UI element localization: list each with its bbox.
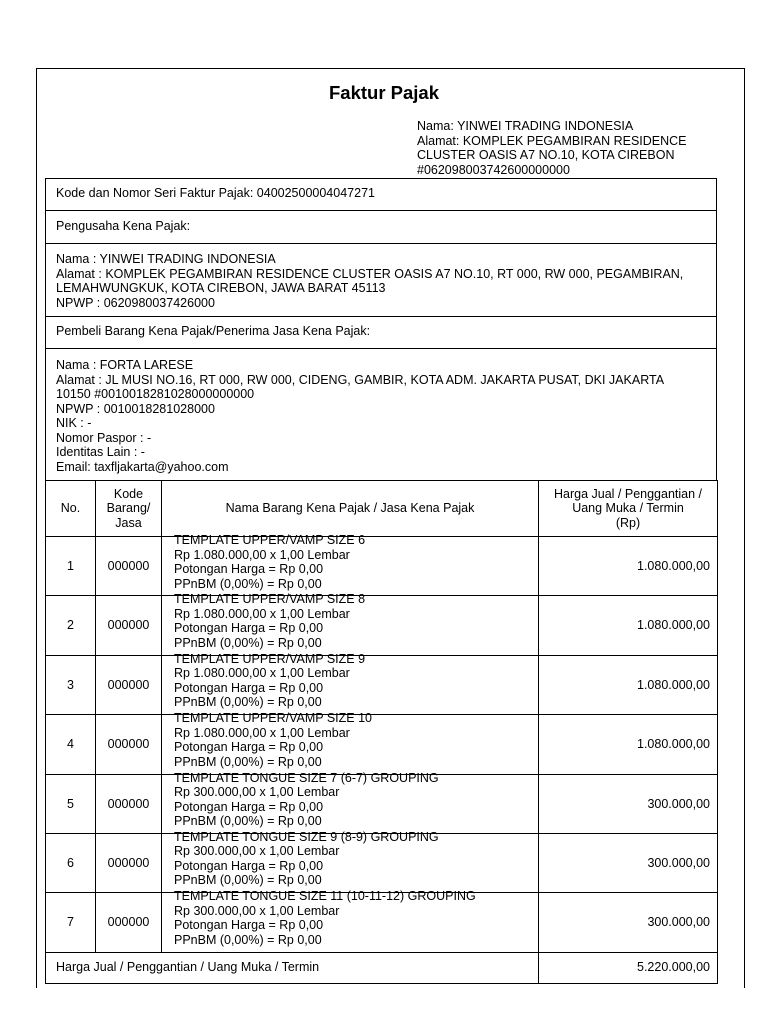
row-no: 1 (46, 537, 96, 596)
row-kode: 000000 (96, 893, 162, 952)
row-description (162, 829, 539, 892)
item-ppnbm: PPnBM (0,00%) = Rp 0,00 (174, 576, 322, 591)
item-name: TEMPLATE UPPER/VAMP SIZE 6 (174, 533, 366, 547)
row-amount: 1.080.000,00 (539, 596, 718, 655)
item-ppnbm: PPnBM (0,00%) = Rp 0,00 (174, 635, 322, 650)
row-amount: 300.000,00 (539, 774, 718, 833)
item-ppnbm: PPnBM (0,00%) = Rp 0,00 (174, 873, 322, 888)
item-discount: Potongan Harga = Rp 0,00 (174, 680, 324, 695)
item-discount: Potongan Harga = Rp 0,00 (174, 562, 324, 576)
item-price: Rp 1.080.000,00 x 1,00 Lembar (174, 725, 350, 740)
seller-heading: Pengusaha Kena Pajak: (56, 219, 191, 233)
buyer-other-id: Identitas Lain : - (56, 445, 145, 459)
buyer-name: Nama : FORTA LARESE (56, 358, 194, 372)
row-amount: 300.000,00 (539, 833, 718, 892)
item-price: Rp 1.080.000,00 x 1,00 Lembar (174, 666, 350, 681)
item-price: Rp 1.080.000,00 x 1,00 Lembar (174, 606, 350, 621)
item-discount: Potongan Harga = Rp 0,00 (174, 858, 324, 873)
row-amount: 1.080.000,00 (539, 537, 718, 596)
header-seller-block (417, 119, 687, 177)
row-no: 6 (46, 833, 96, 892)
buyer-address-1: Alamat : JL MUSI NO.16, RT 000, RW 000, CIDENG, GAMBIR, KOTA ADM. JAKARTA PUSAT, DKI JAKARTA (56, 372, 665, 387)
header-kode-line: Jasa (115, 515, 142, 530)
header-seller-address-1: Alamat: KOMPLEK PEGAMBIRAN RESIDENCE (417, 133, 687, 148)
header-no: No. (46, 481, 96, 537)
serial-number: Kode dan Nomor Seri Faktur Pajak: 04002500004047271 (56, 186, 375, 200)
item-price: Rp 300.000,00 x 1,00 Lembar (174, 785, 340, 800)
item-price: Rp 1.080.000,00 x 1,00 Lembar (174, 547, 350, 562)
item-price: Rp 300.000,00 x 1,00 Lembar (174, 903, 340, 918)
row-kode: 000000 (96, 833, 162, 892)
items-table (45, 480, 718, 984)
seller-name: Nama : YINWEI TRADING INDONESIA (56, 252, 276, 266)
header-kode-line: Barang/ (106, 501, 151, 516)
header-harga-line: (Rp) (615, 515, 641, 530)
item-discount: Potongan Harga = Rp 0,00 (174, 621, 324, 636)
item-discount: Potongan Harga = Rp 0,00 (174, 799, 324, 814)
item-ppnbm: PPnBM (0,00%) = Rp 0,00 (174, 814, 322, 829)
row-kode: 000000 (96, 537, 162, 596)
row-description (162, 711, 539, 774)
row-no: 4 (46, 715, 96, 774)
total-value: 5.220.000,00 (539, 952, 718, 983)
header-seller-id: #062098003742600000000 (417, 162, 570, 177)
row-description (162, 592, 539, 655)
item-name: TEMPLATE UPPER/VAMP SIZE 8 (174, 592, 366, 607)
buyer-details-box (45, 348, 717, 481)
table-row (46, 774, 718, 833)
buyer-address-2: 10150 #0010018281028000000000 (56, 387, 255, 401)
header-seller-address-2: CLUSTER OASIS A7 NO.10, KOTA CIREBON (417, 148, 675, 162)
header-seller-name: Nama: YINWEI TRADING INDONESIA (417, 119, 634, 133)
header-harga (539, 481, 718, 537)
item-ppnbm: PPnBM (0,00%) = Rp 0,00 (174, 932, 322, 947)
buyer-npwp: NPWP : 0010018281028000 (56, 401, 215, 416)
serial-box (45, 178, 717, 211)
table-row (46, 655, 718, 714)
row-amount: 1.080.000,00 (539, 655, 718, 714)
row-no: 3 (46, 655, 96, 714)
table-row (46, 715, 718, 774)
row-kode: 000000 (96, 774, 162, 833)
buyer-email: Email: taxfljakarta@yahoo.com (56, 459, 229, 474)
row-amount: 1.080.000,00 (539, 715, 718, 774)
buyer-heading-box (45, 316, 717, 349)
buyer-nik: NIK : - (56, 416, 92, 430)
item-name: TEMPLATE TONGUE SIZE 9 (8-9) GROUPING (174, 829, 439, 844)
seller-address-1: Alamat : KOMPLEK PEGAMBIRAN RESIDENCE CLUSTER OASIS A7 NO.10, RT 000, RW 000, PEGAMBIRAN, (56, 266, 684, 281)
seller-npwp: NPWP : 0620980037426000 (56, 295, 215, 310)
header-kode-line: Kode (113, 486, 144, 501)
seller-address-2: LEMAHWUNGKUK, KOTA CIREBON, JAWA BARAT 45113 (56, 281, 386, 295)
item-name: TEMPLATE TONGUE SIZE 7 (6-7) GROUPING (174, 770, 439, 785)
table-row (46, 833, 718, 892)
item-name: TEMPLATE UPPER/VAMP SIZE 10 (174, 711, 372, 726)
row-description (162, 889, 539, 952)
row-description (162, 533, 539, 596)
header-harga-line: Harga Jual / Penggantian / (553, 486, 703, 501)
table-row (46, 537, 718, 596)
row-no: 2 (46, 596, 96, 655)
header-nama: Nama Barang Kena Pajak / Jasa Kena Pajak (162, 481, 539, 537)
item-ppnbm: PPnBM (0,00%) = Rp 0,00 (174, 695, 322, 710)
row-kode: 000000 (96, 715, 162, 774)
row-description (162, 651, 539, 714)
row-no: 5 (46, 774, 96, 833)
item-name: TEMPLATE UPPER/VAMP SIZE 9 (174, 651, 366, 666)
row-no: 7 (46, 893, 96, 952)
item-discount: Potongan Harga = Rp 0,00 (174, 918, 324, 933)
table-header-row (46, 481, 718, 537)
buyer-passport: Nomor Paspor : - (56, 430, 152, 445)
page-title: Faktur Pajak (328, 82, 440, 103)
item-name: TEMPLATE TONGUE SIZE 11 (10-11-12) GROUPING (174, 889, 476, 904)
row-amount: 300.000,00 (539, 893, 718, 952)
row-kode: 000000 (96, 596, 162, 655)
header-harga-line: Uang Muka / Termin (572, 501, 684, 516)
header-kode (96, 481, 162, 537)
seller-details-box (45, 243, 717, 317)
item-ppnbm: PPnBM (0,00%) = Rp 0,00 (174, 754, 322, 769)
item-discount: Potongan Harga = Rp 0,00 (174, 740, 324, 755)
total-row (46, 952, 718, 983)
item-price: Rp 300.000,00 x 1,00 Lembar (174, 844, 340, 859)
table-row (46, 893, 718, 952)
total-label: Harga Jual / Penggantian / Uang Muka / Termin (46, 952, 539, 983)
row-kode: 000000 (96, 655, 162, 714)
table-row (46, 596, 718, 655)
buyer-heading: Pembeli Barang Kena Pajak/Penerima Jasa Kena Pajak: (56, 324, 371, 338)
seller-heading-box (45, 210, 717, 244)
row-description (162, 770, 539, 833)
